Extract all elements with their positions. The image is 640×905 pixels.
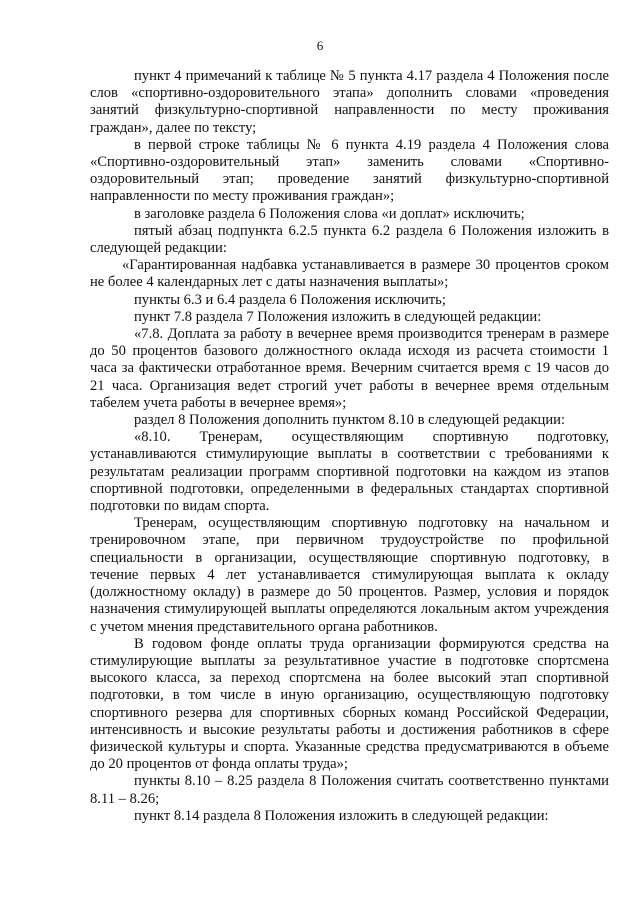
- paragraph: раздел 8 Положения дополнить пунктом 8.10 в следующей редакции:: [134, 412, 566, 429]
- paragraph: Тренерам, осуществляющим спортивную подготовку на начальном и тренировочном этапе, при первичном трудоустройстве по профильной специальности в организации, осуществляющие спортивную подготовку, в течение первых 4 лет устанавливается стимулирующая выплата к окладу (должностному окладу) в размере до 50 процентов. Размер, условия и порядок назначения стимулирующей выплаты определяются локальным актом учреждения с учетом мнения представительного органа работников.: [90, 515, 609, 635]
- paragraph: пункты 6.3 и 6.4 раздела 6 Положения исключить;: [134, 291, 446, 308]
- quoted-paragraph: «Гарантированная надбавка устанавливается в размере 30 процентов сроком не более 4 календарных лет с даты назначения выплаты»;: [90, 257, 609, 291]
- document-body: [90, 68, 609, 825]
- page-number: 6: [316, 38, 324, 53]
- paragraph: пункт 4 примечаний к таблице № 5 пункта 4.17 раздела 4 Положения после слов «спортивно-оздоровительного этапа» дополнить словами «проведения занятий физкультурно-спортивной направленности по месту проживания граждан», далее по тексту;: [90, 68, 609, 136]
- paragraph: пункты 8.10 – 8.25 раздела 8 Положения считать соответственно пунктами 8.11 – 8.26;: [90, 773, 609, 807]
- quoted-paragraph: «8.10. Тренерам, осуществляющим спортивную подготовку, устанавливаются стимулирующие выплаты в соответствии с требованиями к результатам реализации программ спортивной подготовки на каждом из этапов спортивной подготовки, определенными в федеральных стандартах спортивной подготовки по видам спорта.: [90, 429, 609, 515]
- paragraph: В годовом фонде оплаты труда организации формируются средства на стимулирующие выплаты за результативное участие в подготовке спортсмена высокого класса, за переход спортсмена на более высокий этап спортивной подготовки, в том числе в иную организацию, осуществляющую подготовку спортивного резерва для спортивных сборных команд Российской Федерации, интенсивность и высокие результаты работы и достижения работников в сфере физической культуры и спорта. Указанные средства предусматриваются в объеме до 20 процентов от фонда оплаты труда»;: [90, 635, 609, 773]
- paragraph: пункт 8.14 раздела 8 Положения изложить в следующей редакции:: [134, 807, 549, 824]
- paragraph: в заголовке раздела 6 Положения слова «и доплат» исключить;: [134, 205, 525, 222]
- paragraph: пункт 7.8 раздела 7 Положения изложить в следующей редакции:: [134, 308, 542, 325]
- paragraph: пятый абзац подпункта 6.2.5 пункта 6.2 раздела 6 Положения изложить в следующей редакции:: [90, 222, 609, 257]
- paragraph: в первой строке таблицы № 6 пункта 4.19 раздела 4 Положения слова «Спортивно-оздоровительный этап» заменить словами «Спортивно-оздоровительный этап; проведение занятий физкультурно-спортивной направленности по месту проживания граждан»;: [90, 136, 609, 205]
- quoted-paragraph: «7.8. Доплата за работу в вечернее время производится тренерам в размере до 50 процентов базового должностного оклада исходя из расчета стоимости 1 часа за фактически отработанное время. Вечерним считается время с 19 часов до 21 часа. Организация ведет строгий учет работы в вечернее время отдельным табелем учета работы в вечернее время»;: [90, 326, 609, 411]
